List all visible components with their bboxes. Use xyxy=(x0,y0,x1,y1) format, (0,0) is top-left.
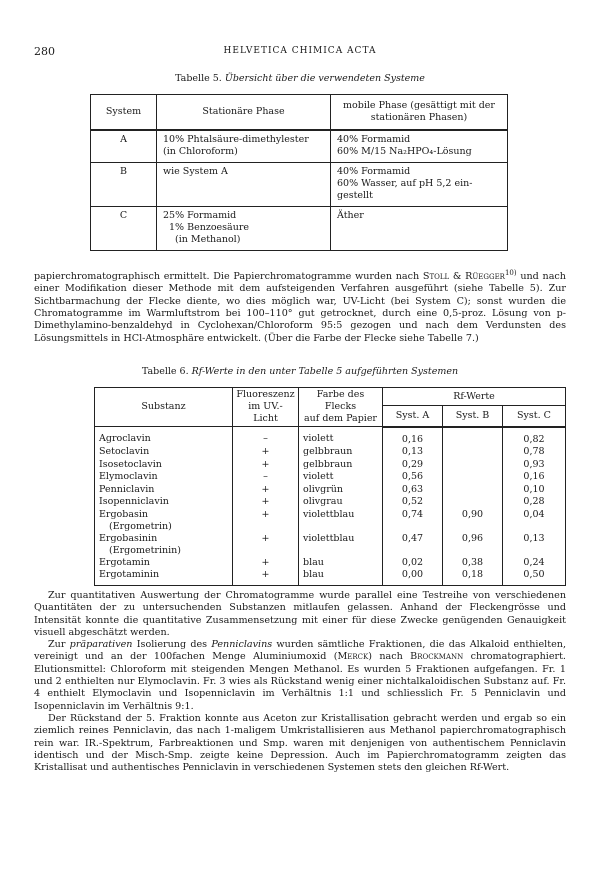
color-line: Farbe des Flecks xyxy=(316,389,365,412)
table5-row xyxy=(91,130,508,163)
paragraph-isolation: Zur präparativen Isolierung des Penniclavins wurden sämtliche Fraktionen, die das Alkaloid enthielten, vereinigt und an der 100fachen Menge Aluminiumoxid (Merck) nach Brockmann chromatographiert. Elutionsmittel: Chloroform mit steigenden Mengen Methanol. Es wurden 5 Fraktionen aufgefangen. Fr. 1 und 2 enthielten nur Elymoclavin. Fr. 3 wies als Rückstand wenig einer nichtalkaloidischen Substanz auf. Fr. 4 enthielt Elymoclavin und Isopenniclavin im Verhältnis 1:1 und schliesslich Fr. 5 Penniclavin und Isopenniclavin im Verhältnis 9:1. xyxy=(34,639,567,712)
cell-substance: Agroclavin xyxy=(95,427,233,447)
cell-rf-b xyxy=(443,427,503,447)
mobile-line: Äther xyxy=(337,210,364,221)
table5-cell-mobile xyxy=(331,130,508,163)
cell-fluorescence: – xyxy=(233,427,299,447)
cell-fluorescence: + xyxy=(233,496,299,509)
table6-caption xyxy=(0,366,600,377)
cell-rf-a: 0,63 xyxy=(383,484,443,497)
table6-header-syst-a: Syst. A xyxy=(383,406,443,427)
table6-caption-label: Tabelle 6. xyxy=(141,366,189,377)
table6-header-syst-b: Syst. B xyxy=(443,406,503,427)
table5-cell-stationary xyxy=(157,163,331,207)
table5-header-stationary: Stationäre Phase xyxy=(157,95,331,131)
table-row xyxy=(95,471,566,484)
mobile-line: 60% M/15 Na₂HPO₄-Lösung xyxy=(337,146,472,157)
stationary-line: 1% Benzoesäure xyxy=(169,222,249,233)
table6-caption-title: Rf-Werte in den unter Tabelle 5 aufgeführten Systemen xyxy=(191,366,459,377)
citation-authors: Stoll & Rüegger xyxy=(422,271,505,283)
cell-color: blau xyxy=(299,569,383,585)
table5-caption-title: Übersicht über die verwendeten Systeme xyxy=(224,73,425,84)
table6-header-substance: Substanz xyxy=(95,388,233,427)
cell-rf-c: 0,50 xyxy=(503,569,566,585)
cell-rf-c: 0,93 xyxy=(503,459,566,472)
cell-color: gelbbraun xyxy=(299,446,383,459)
cell-fluorescence: + xyxy=(233,484,299,497)
cell-substance: Penniclavin xyxy=(95,484,233,497)
table6-rf-values xyxy=(94,387,566,586)
cell-fluorescence: + xyxy=(233,557,299,570)
cell-fluorescence: + xyxy=(233,533,299,557)
stationary-line: 10% Phtalsäure-dimethylester xyxy=(163,134,309,145)
cell-color: violettblau xyxy=(299,533,383,557)
cell-rf-a: 0,56 xyxy=(383,471,443,484)
cell-rf-a: 0,16 xyxy=(383,427,443,447)
cell-rf-a: 0,13 xyxy=(383,446,443,459)
table6-header-rf: Rf-Werte xyxy=(383,388,566,406)
cell-rf-b: 0,18 xyxy=(443,569,503,585)
cell-rf-c: 0,13 xyxy=(503,533,566,557)
stationary-line: (in Chloroform) xyxy=(163,146,238,157)
cell-fluorescence: + xyxy=(233,569,299,585)
cell-rf-c: 0,28 xyxy=(503,496,566,509)
paragraph-quantitative: Zur quantitativen Auswertung der Chromatogramme wurde parallel eine Testreihe von verschiedenen Quantitäten der zu untersuchenden Substanzen mitlaufen gelassen. Anhand der Fleckengrösse und Intensität konnte die quantitative Zusammensetzung mit einer für diese Zwecke genügenden Genauigkeit visuell abgeschätzt werden. xyxy=(34,590,566,638)
table-row xyxy=(95,533,566,557)
cell-color: olivgrau xyxy=(299,496,383,509)
substance-synonym: (Ergometrin) xyxy=(109,520,172,532)
color-line: auf dem Papier xyxy=(304,413,377,424)
cite-merck: Merck xyxy=(337,651,369,663)
cell-rf-b xyxy=(443,459,503,472)
body-text xyxy=(34,590,566,774)
cell-rf-a: 0,47 xyxy=(383,533,443,557)
cell-rf-c: 0,82 xyxy=(503,427,566,447)
table5-cell-stationary xyxy=(157,207,331,251)
cell-rf-b: 0,90 xyxy=(443,509,503,533)
table5-header-system: System xyxy=(91,95,157,131)
cell-substance xyxy=(95,509,233,533)
cell-fluorescence: + xyxy=(233,446,299,459)
running-header: HELVETICA CHIMICA ACTA xyxy=(223,46,377,56)
cell-fluorescence: + xyxy=(233,459,299,472)
table-row xyxy=(95,557,566,570)
table5-cell-system: B xyxy=(91,163,157,207)
cell-rf-a: 0,29 xyxy=(383,459,443,472)
table5-row xyxy=(91,207,508,251)
cell-substance: Isopenniclavin xyxy=(95,496,233,509)
cell-color: violett xyxy=(299,471,383,484)
cell-fluorescence: + xyxy=(233,509,299,533)
table5-caption xyxy=(0,73,600,84)
cell-rf-a: 0,74 xyxy=(383,509,443,533)
paragraph-methods xyxy=(34,267,566,345)
mobile-line: 40% Formamid xyxy=(337,166,411,177)
cell-rf-b xyxy=(443,484,503,497)
mobile-line: gestellt xyxy=(337,190,373,201)
cell-rf-b: 0,96 xyxy=(443,533,503,557)
table5-cell-system: A xyxy=(91,130,157,163)
table5-systems xyxy=(90,94,508,251)
cell-rf-c: 0,78 xyxy=(503,446,566,459)
table5-caption-label: Tabelle 5. xyxy=(175,73,222,84)
table-row xyxy=(95,569,566,585)
cell-rf-a: 0,00 xyxy=(383,569,443,585)
cell-rf-c: 0,04 xyxy=(503,509,566,533)
table5-cell-mobile xyxy=(331,207,508,251)
cell-fluorescence: – xyxy=(233,471,299,484)
substance-synonym: (Ergometrinin) xyxy=(109,544,181,556)
cell-rf-b: 0,38 xyxy=(443,557,503,570)
table-row xyxy=(95,496,566,509)
cell-substance: Isosetoclavin xyxy=(95,459,233,472)
paragraph-crystallisation: Der Rückstand der 5. Fraktion konnte aus Aceton zur Kristallisation gebracht werden und ergab so ein ziemlich reines Penniclavin, das nach 1-maligem Umkristallisieren aus Methanol papierchromatographisch rein war. IR.-Spektrum, Farbreaktionen und Smp. waren mit denjenigen von authentischem Penniclavin identisch und der Misch-Smp. zeigte keine Depression. Auch im Papierchromatogramm zeigten das Kristallisat und authentisches Penniclavin in verschiedenen Systemen stets den gleichen Rf-Wert. xyxy=(34,712,566,774)
cell-color: violettblau xyxy=(299,509,383,533)
table5-header-mobile: mobile Phase (gesättigt mit der stationären Phasen) xyxy=(331,95,508,131)
cell-color: violett xyxy=(299,427,383,447)
page-number: 280 xyxy=(34,45,55,58)
stationary-line: 25% Formamid xyxy=(163,210,237,221)
cell-rf-b xyxy=(443,446,503,459)
cell-substance xyxy=(95,533,233,557)
mobile-line: 60% Wasser, auf pH 5,2 ein- xyxy=(337,178,473,189)
cell-substance: Ergotamin xyxy=(95,557,233,570)
cell-substance: Ergotaminin xyxy=(95,569,233,585)
cell-color: gelbbraun xyxy=(299,459,383,472)
cell-color: blau xyxy=(299,557,383,570)
table6-header-color xyxy=(299,388,383,427)
table5-cell-mobile xyxy=(331,163,508,207)
table-row xyxy=(95,427,566,447)
table6-header-fluorescence xyxy=(233,388,299,427)
para1-text-b: und nach einer Modifikation dieser Methode mit dem aufsteigenden Verfahren ausgeführt (siehe Tabelle 5). Zur Sichtbarmachung der Flecke diente, wo dies möglich war, UV-Licht (bei System C); sonst wurden die Chromatogramme im Warmluftstrom bei 100–110° gut getrocknet, durch eine 0,5-proz. Lösung von p-Dimethylamino-benzaldehyd in Cyclohexan/Chloroform 95:5 gezogen und nach dem Verdunsten des Lösungsmittels in HCl-Atmosphäre entwickelt. (Über die Farbe der Flecke siehe Tabelle 7.) xyxy=(34,271,566,344)
table-row xyxy=(95,509,566,533)
cell-rf-c: 0,24 xyxy=(503,557,566,570)
table5-row xyxy=(91,163,508,207)
table6-header-syst-c: Syst. C xyxy=(503,406,566,427)
table-row xyxy=(95,484,566,497)
substance-name: Ergobasinin xyxy=(99,532,158,544)
mobile-line: 40% Formamid xyxy=(337,134,411,145)
cell-rf-a: 0,52 xyxy=(383,496,443,509)
cell-rf-c: 0,16 xyxy=(503,471,566,484)
cell-substance: Setoclavin xyxy=(95,446,233,459)
citation-ref: 10) xyxy=(504,269,517,277)
cite-brockmann: Brockmann xyxy=(410,651,464,663)
fluorescence-line: im UV.-Licht xyxy=(248,401,283,424)
stationary-line: wie System A xyxy=(163,166,228,177)
fluorescence-line: Fluoreszenz xyxy=(236,389,295,400)
cell-rf-a: 0,02 xyxy=(383,557,443,570)
table5-cell-system: C xyxy=(91,207,157,251)
cell-substance: Elymoclavin xyxy=(95,471,233,484)
cell-rf-b xyxy=(443,496,503,509)
table-row xyxy=(95,446,566,459)
table-row xyxy=(95,459,566,472)
cell-rf-b xyxy=(443,471,503,484)
substance-name: Ergobasin xyxy=(99,508,149,520)
cell-color: olivgrün xyxy=(299,484,383,497)
para1-text-a: papierchromatographisch ermittelt. Die Papierchromatogramme wurden nach xyxy=(34,271,423,283)
table5-cell-stationary xyxy=(157,130,331,163)
cell-rf-c: 0,10 xyxy=(503,484,566,497)
stationary-line: (in Methanol) xyxy=(175,234,241,245)
